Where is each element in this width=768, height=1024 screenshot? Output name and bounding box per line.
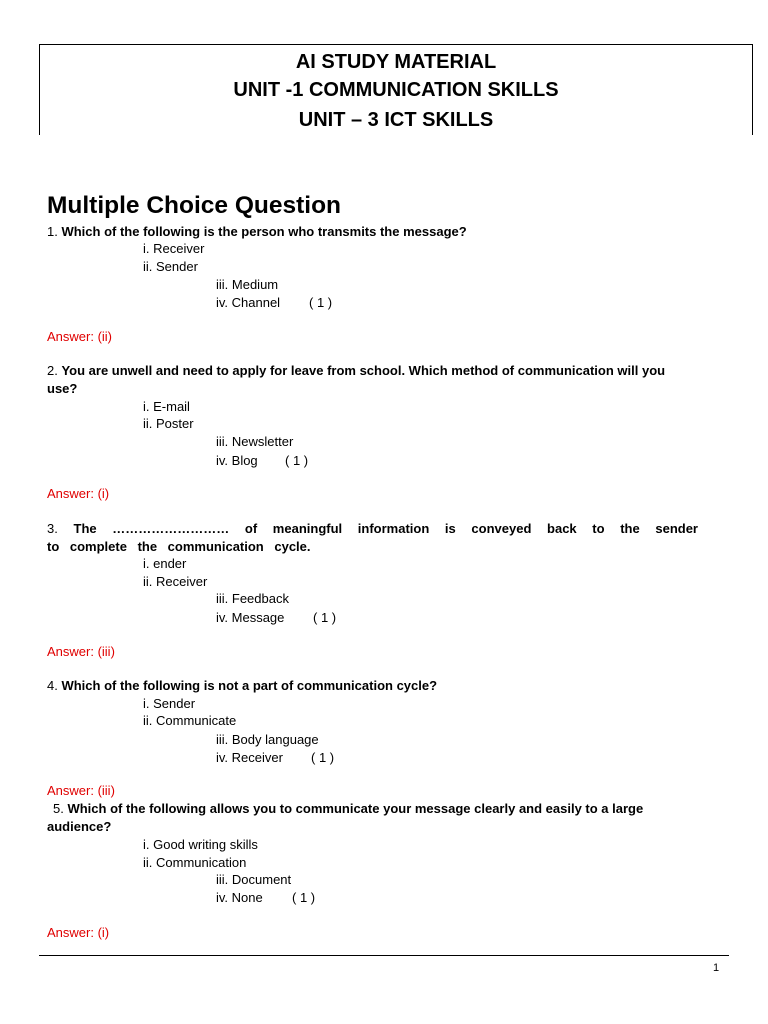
- question-number: 4.: [47, 678, 58, 693]
- answer: Answer: (ii): [47, 329, 113, 344]
- option: iv. Channel: [216, 295, 281, 310]
- question-text: The ……………………… of meaningful information is conveyed back to the sender: [73, 521, 698, 536]
- option: i. Receiver: [143, 241, 205, 256]
- page-number: 1: [713, 962, 720, 974]
- option: ii. Communicate: [143, 713, 237, 728]
- question-1: [47, 224, 467, 240]
- option: iii. Feedback: [216, 591, 289, 606]
- question-number: 1.: [47, 224, 58, 239]
- question-text: Which of the following is the person who transmits the message?: [61, 224, 467, 239]
- option: iii. Document: [216, 872, 292, 887]
- question-4: [47, 678, 437, 694]
- option: i. Sender: [143, 696, 196, 711]
- question-3: [47, 521, 698, 537]
- answer: Answer: (i): [47, 486, 110, 501]
- question-text-continued: use?: [47, 381, 78, 396]
- option: iv. Message: [216, 610, 285, 625]
- option: iii. Medium: [216, 277, 279, 292]
- question-text: You are unwell and need to apply for leave from school. Which method of communication will you: [61, 363, 666, 378]
- option: iv. None: [216, 890, 263, 905]
- marks: ( 1 ): [311, 750, 335, 765]
- question-number: 5.: [53, 801, 64, 816]
- option: iii. Body language: [216, 732, 319, 747]
- section-title: Multiple Choice Question: [47, 192, 342, 219]
- question-text-continued: to complete the communication cycle.: [47, 539, 311, 554]
- header-unit-1: UNIT -1 COMMUNICATION SKILLS: [233, 79, 559, 101]
- option: ii. Poster: [143, 416, 194, 431]
- question-number: 2.: [47, 363, 58, 378]
- header-box: [39, 44, 753, 135]
- footer-rule: [39, 955, 729, 956]
- option: ii. Sender: [143, 259, 198, 274]
- option: iv. Blog: [216, 453, 258, 468]
- header-title: AI STUDY MATERIAL: [295, 51, 497, 73]
- answer: Answer: (iii): [47, 644, 115, 659]
- option: iv. Receiver: [216, 750, 283, 765]
- question-text: Which of the following is not a part of communication cycle?: [61, 678, 438, 693]
- option: iii. Newsletter: [216, 434, 294, 449]
- answer: Answer: (i): [47, 925, 110, 940]
- option: i. ender: [143, 556, 187, 571]
- question-number: 3.: [47, 521, 58, 536]
- marks: ( 1 ): [292, 890, 316, 905]
- option: ii. Receiver: [143, 574, 208, 589]
- header-unit-3: UNIT – 3 ICT SKILLS: [298, 109, 494, 131]
- option: ii. Communication: [143, 855, 247, 870]
- option: i. Good writing skills: [143, 837, 258, 852]
- question-5: [53, 801, 643, 817]
- marks: ( 1 ): [309, 295, 333, 310]
- marks: ( 1 ): [285, 453, 309, 468]
- marks: ( 1 ): [313, 610, 337, 625]
- question-text: Which of the following allows you to communicate your message clearly and easily to a large: [67, 801, 644, 816]
- option: i. E-mail: [143, 399, 190, 414]
- question-text-continued: audience?: [47, 819, 112, 834]
- answer: Answer: (iii): [47, 783, 115, 798]
- question-2: [47, 363, 665, 379]
